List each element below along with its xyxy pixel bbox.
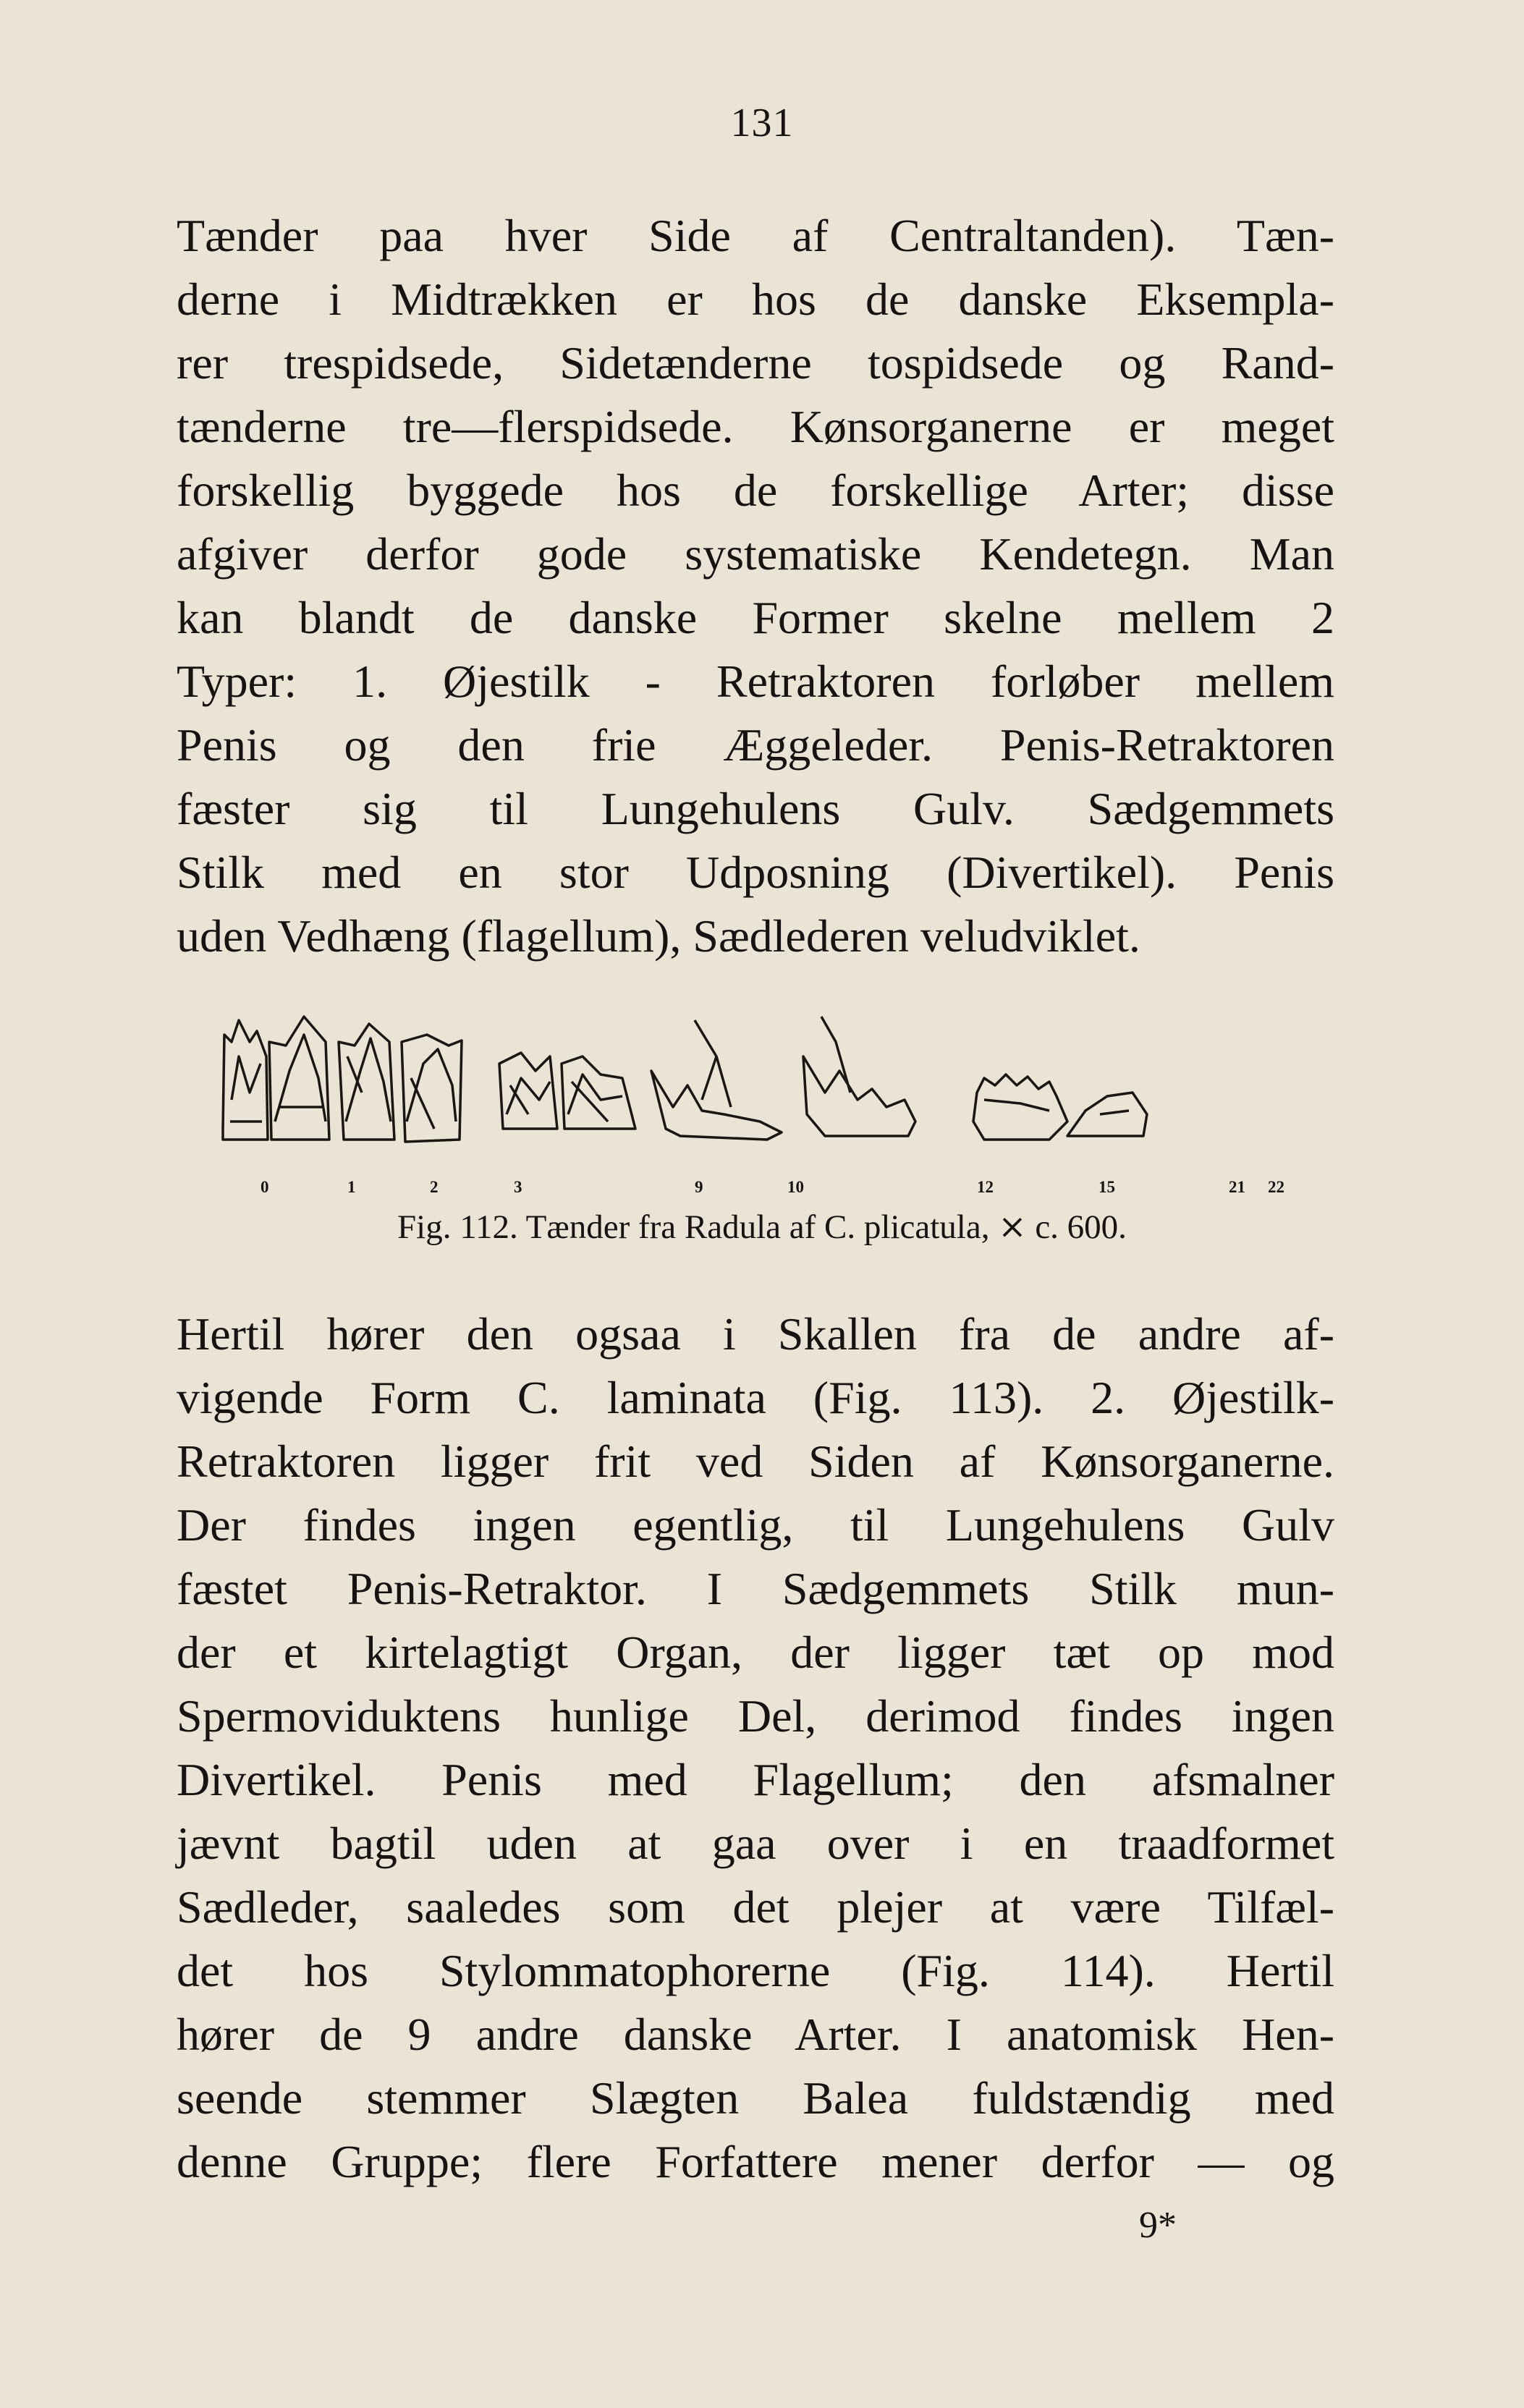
tooth-15-drawing <box>803 1017 915 1136</box>
text-line: der et kirtelagtigt Organ, der ligger tæt op mod <box>177 1627 1334 1678</box>
text-line: Stilk med en stor Udposning (Divertikel). Penis <box>177 847 1334 898</box>
paragraph-2 <box>177 1302 1334 2194</box>
text-line: afgiver derfor gode systematiske Kendetegn. Man <box>177 528 1334 580</box>
text-line: hører de 9 andre danske Arter. I anatomisk Hen- <box>177 2009 1334 2060</box>
radula-teeth-figure <box>217 1013 1317 1237</box>
tooth-0-drawing <box>223 1020 268 1140</box>
text-line: derne i Midtrækken er hos de danske Eksempla- <box>177 274 1334 325</box>
text-line: Retraktoren ligger frit ved Siden af Kønsorganerne. <box>177 1436 1334 1487</box>
tooth-label-0: 0 <box>261 1178 269 1196</box>
tooth-2-drawing <box>339 1024 394 1140</box>
paragraph-1 <box>177 204 1334 968</box>
text-line: fæster sig til Lungehulens Gulv. Sædgemmets <box>177 783 1334 834</box>
tooth-21-drawing <box>973 1074 1067 1140</box>
text-line: seende stemmer Slægten Balea fuldstændig med <box>177 2072 1334 2124</box>
text-line: jævnt bagtil uden at gaa over i en traadformet <box>177 1818 1334 1869</box>
tooth-label-22: 22 <box>1268 1178 1284 1196</box>
text-line: det hos Stylommatophorerne (Fig. 114). Hertil <box>177 1945 1334 1996</box>
tooth-3-drawing <box>402 1035 462 1142</box>
text-line: Typer: 1. Øjestilk - Retraktoren forløber mellem <box>177 656 1334 707</box>
radula-teeth-drawing <box>217 1013 1317 1237</box>
tooth-12-drawing <box>651 1020 782 1140</box>
text-line: denne Gruppe; flere Forfattere mener derfor — og <box>177 2136 1334 2187</box>
tooth-label-3: 3 <box>514 1178 522 1196</box>
text-line: uden Vedhæng (flagellum), Sædlederen veludviklet. <box>177 910 1140 962</box>
text-line: Divertikel. Penis med Flagellum; den afsmalner <box>177 1754 1334 1805</box>
tooth-10-drawing <box>562 1056 635 1129</box>
tooth-label-1: 1 <box>347 1178 356 1196</box>
text-line: Spermoviduktens hunlige Del, derimod findes ingen <box>177 1690 1334 1742</box>
text-line: Der findes ingen egentlig, til Lungehulens Gulv <box>177 1499 1334 1551</box>
tooth-1-drawing <box>269 1017 329 1140</box>
tooth-label-12: 12 <box>977 1178 994 1196</box>
text-line: rer trespidsede, Sidetænderne tospidsede og Rand- <box>177 337 1334 389</box>
text-line: tænderne tre—flerspidsede. Kønsorganerne er meget <box>177 401 1334 452</box>
text-line: Sædleder, saaledes som det plejer at være Tilfæl- <box>177 1881 1334 1933</box>
tooth-label-21: 21 <box>1229 1178 1245 1196</box>
tooth-9-drawing <box>499 1053 557 1129</box>
figure-caption: Fig. 112. Tænder fra Radula af C. plicatula, ⨯ c. 600. <box>397 1208 1127 1246</box>
tooth-22-drawing <box>1067 1093 1147 1136</box>
tooth-label-15: 15 <box>1098 1178 1115 1196</box>
text-line: vigende Form C. laminata (Fig. 113). 2. Øjestilk- <box>177 1372 1334 1423</box>
tooth-label-2: 2 <box>430 1178 439 1196</box>
text-line: fæstet Penis-Retraktor. I Sædgemmets Stilk mun- <box>177 1563 1334 1614</box>
text-line: Hertil hører den ogsaa i Skallen fra de andre af- <box>177 1308 1334 1360</box>
text-line: kan blandt de danske Former skelne mellem 2 <box>177 592 1334 643</box>
tooth-label-10: 10 <box>787 1178 804 1196</box>
text-line: Tænder paa hver Side af Centraltanden). Tæn- <box>177 210 1334 261</box>
text-line: Penis og den frie Æggeleder. Penis-Retraktoren <box>177 719 1334 771</box>
text-line: forskellig byggede hos de forskellige Arter; disse <box>177 465 1334 516</box>
page-number: 131 <box>730 101 794 145</box>
tooth-label-9: 9 <box>695 1178 703 1196</box>
signature-mark: 9* <box>1139 2205 1177 2246</box>
